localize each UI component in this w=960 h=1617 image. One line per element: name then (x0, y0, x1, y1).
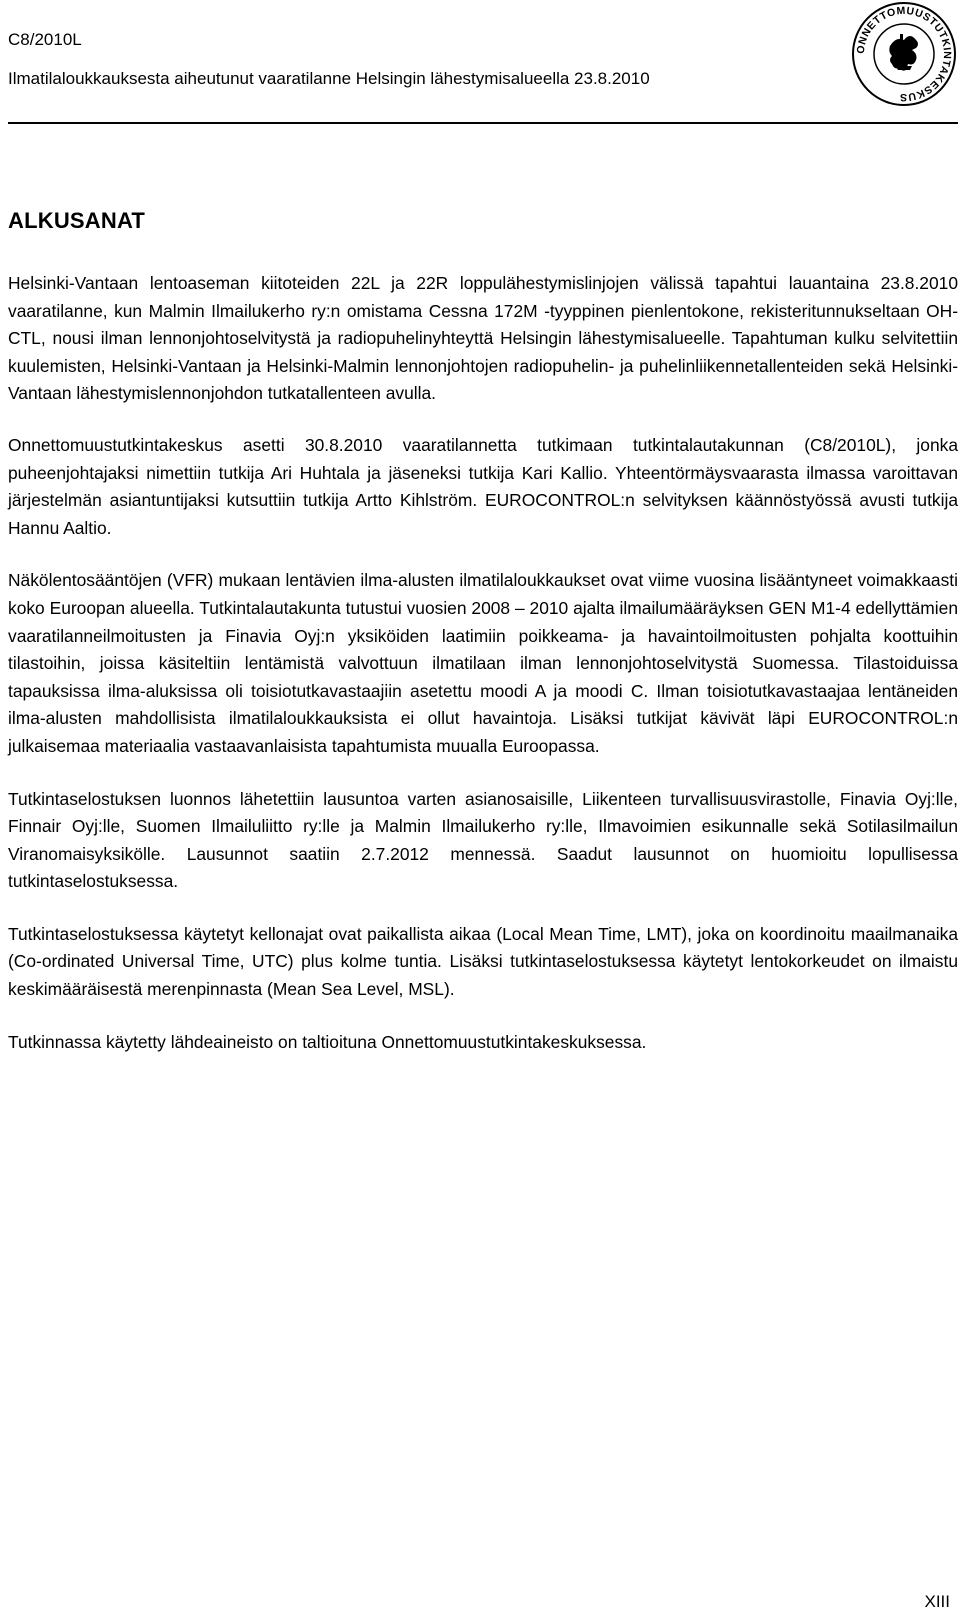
page-number: XIII (924, 1592, 950, 1611)
report-id: C8/2010L (8, 30, 82, 49)
paragraph-draft-comments: Tutkintaselostuksen luonnos lähetettiin lausuntoa varten asianosaisille, Liikenteen turvallisuusvirastolle, Finavia Oyj:lle, Finnair Oyj:lle, Suomen Ilmailuliitto ry:lle ja Malmin Ilmailukerho ry:lle, Ilmavoimien esikunnalle sekä Sotilasilmailun Viranomaisyksikölle. Lausunnot saatiin 2.7.2012 mennessä. Saadut lausunnot on huomioitu lopullisessa tutkintaselostuksessa. (8, 788, 958, 892)
paragraph-incident-summary: Helsinki-Vantaan lentoaseman kiitoteiden 22L ja 22R loppulähestymislinjojen välissä tapahtui lauantaina 23.8.2010 vaaratilanne, kun Malmin Ilmailukerho ry:n omistama Cessna 172M -tyyppinen pienlentokone, rekisteritunnukseltaan OH-CTL, nousi ilman lennonjohtoselvitystä ja radiopuhelinyhteyttä Helsingin lähestymisalueelle. Tapahtuman kulku selvitettiin kuulemisten, Helsinki-Vantaan ja Helsinki-Malmin lennonjohtojen radiopuhelin- ja puhelinliikennetallenteiden sekä Helsinki-Vantaan lähestymislennonjohdon tutkatallenteen avulla. (8, 273, 958, 404)
page-header (0, 0, 960, 124)
document-body (8, 208, 958, 1056)
seal-text: ONNETTOMUUSTUTKINTAKESKUS (854, 4, 954, 104)
header-rule (8, 122, 958, 124)
paragraph-time-units: Tutkintaselostuksessa käytetyt kellonajat ovat paikallista aikaa (Local Mean Time, LMT), joka on koordinoitu maailmanaika (Co-ordinated Universal Time, UTC) plus kolme tuntia. Lisäksi tutkintaselostuksessa käytetyt lentokorkeudet on ilmaistu keskimääräisestä merenpinnasta (Mean Sea Level, MSL). (8, 923, 958, 1000)
report-title: Ilmatilaloukkauksesta aiheutunut vaaratilanne Helsingin lähestymisalueella 23.8.2010 (8, 69, 650, 88)
onnettomuustutkintakeskus-seal-logo (850, 0, 958, 108)
paragraph-vfr-statistics: Näkölentosääntöjen (VFR) mukaan lentävien ilma-alusten ilmatilaloukkaukset ovat viime vuosina lisääntyneet voimakkaasti koko Euroopan alueella. Tutkintalautakunta tutustui vuosien 2008 – 2010 ajalta ilmailumääräyksen GEN M1-4 edellyttämien vaaratilanneilmoitusten ja Finavia Oyj:n yksiköiden laatimiin poikkeama- ja havaintoilmoitusten pohjalta koottuihin tilastoihin, joissa käsiteltiin lentämistä valvottuun ilmatilaan ilman lennonjohtoselvitystä Suomessa. Tilastoiduissa tapauksissa ilma-aluksissa oli toisiotutkavastaajiin asetettu moodi A ja moodi C. Ilman toisiotutkavastaajaa lentäneiden ilma-alusten mahdollisista ilmatilaloukkauksista ei ollut havaintoja. Lisäksi tutkijat kävivät läpi EUROCONTROL:n julkaisemaa materiaalia vastaavanlaisista tapahtumista muualla Euroopassa. (8, 570, 958, 756)
paragraph-investigation-board: Onnettomuustutkintakeskus asetti 30.8.2010 vaaratilannetta tutkimaan tutkintalautakunnan (C8/2010L), jonka puheenjohtajaksi nimettiin tutkija Ari Huhtala ja jäseneksi tutkija Kari Kallio. Yhteentörmäysvaarasta ilmassa varoittavan järjestelmän asiantuntijaksi kutsuttiin tutkija Artto Kihlström. EUROCONTROL:n selvityksen käännöstyössä avusti tutkija Hannu Aaltio. (8, 434, 958, 538)
lion-emblem-icon (889, 34, 918, 71)
section-title: ALKUSANAT (8, 208, 146, 233)
paragraph-source-material: Tutkinnassa käytetty lähdeaineisto on taltioituna Onnettomuustutkintakeskuksessa. (8, 1031, 647, 1052)
